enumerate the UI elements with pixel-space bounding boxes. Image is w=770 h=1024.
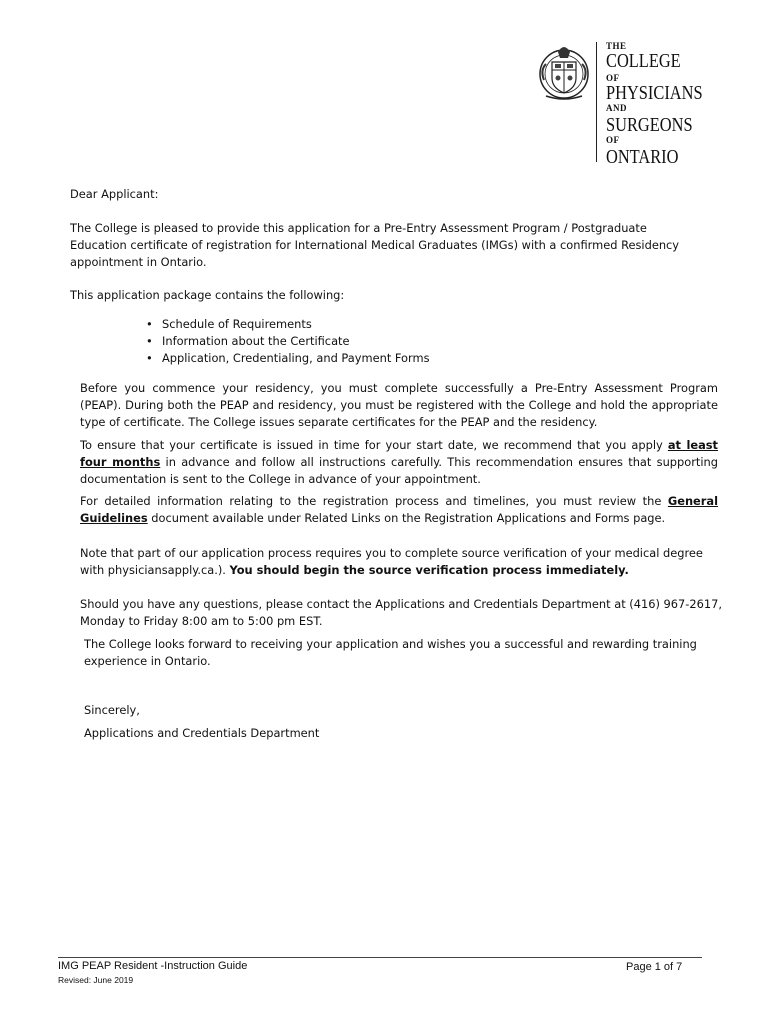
list-item-label: Information about the Certificate — [162, 334, 350, 348]
guidelines-text: For detailed information relating to the registration process and timelines, you must review the — [80, 494, 668, 508]
timing-text: To ensure that your certificate is issued in time for your start date, we recommend that you apply — [80, 438, 668, 452]
intro-paragraph: The College is pleased to provide this application for a Pre-Entry Assessment Program / Postgraduate Education certificate of registration for International Medical Graduates (IMGs) with a confirmed Residency appointment in Ontario. — [70, 221, 680, 269]
bullet-icon: • — [146, 317, 153, 331]
footer-revised: Revised: June 2019 — [58, 975, 134, 985]
logo-line: THE — [606, 41, 627, 51]
greeting: Dear Applicant: — [70, 187, 159, 201]
list-item-label: Schedule of Requirements — [162, 317, 312, 331]
page-number: Page 1 of 7 — [626, 961, 683, 973]
footer-title: IMG PEAP Resident -Instruction Guide — [58, 960, 248, 972]
timing-text-cont: in advance and follow all instructions carefully. This recommendation ensures that supporting documentation is sent to the College in advance of your appointment. — [80, 455, 718, 486]
logo-line: ONTARIO — [606, 146, 679, 168]
timing-paragraph — [80, 437, 718, 488]
peap-paragraph: Before you commence your residency, you must complete successfully a Pre-Entry Assessment Program (PEAP). During both the PEAP and residency, you must be registered with the College and hold the appropriate type of certificate. The College issues separate certificates for the PEAP and the residency. — [80, 381, 718, 429]
college-crest-icon — [536, 40, 592, 102]
contact-paragraph: Should you have any questions, please contact the Applications and Credentials Department at (416) 967-2617, Monday to Friday 8:00 am to 5:00 pm EST. — [80, 597, 722, 628]
list-item-label: Application, Credentialing, and Payment Forms — [162, 351, 430, 365]
list-item — [146, 350, 430, 367]
logo-divider — [596, 42, 597, 162]
logo-line: AND — [606, 103, 627, 113]
logo-line: COLLEGE — [606, 50, 681, 72]
verification-paragraph — [80, 545, 728, 579]
verification-text: Note that part of our application process requires you to complete source verification of your medical degree with physiciansapply.ca.). — [80, 546, 703, 577]
signoff: Sincerely, — [84, 703, 140, 717]
logo-line: PHYSICIANS — [606, 82, 703, 104]
college-logo — [536, 40, 716, 168]
general-guidelines-link[interactable]: General Guidelines — [80, 494, 718, 525]
closing-wish: The College looks forward to receiving your application and wishes you a successful and rewarding training experience in Ontario. — [84, 637, 697, 668]
logo-line: OF — [606, 73, 620, 83]
bullet-icon: • — [146, 334, 153, 348]
verification-emphasis: You should begin the source verification process immediately. — [229, 563, 629, 577]
logo-line: OF — [606, 135, 620, 145]
guidelines-text-cont: document available under Related Links on the Registration Applications and Forms page. — [147, 511, 666, 525]
guidelines-paragraph — [80, 493, 718, 527]
logo-line: SURGEONS — [606, 114, 693, 136]
list-item — [146, 333, 430, 350]
bullet-icon: • — [146, 351, 153, 365]
list-item — [146, 316, 430, 333]
signature: Applications and Credentials Department — [84, 726, 320, 740]
package-intro: This application package contains the following: — [70, 288, 345, 302]
package-list — [146, 316, 430, 367]
footer-divider — [58, 957, 702, 958]
timing-emphasis: at least four months — [80, 438, 719, 469]
